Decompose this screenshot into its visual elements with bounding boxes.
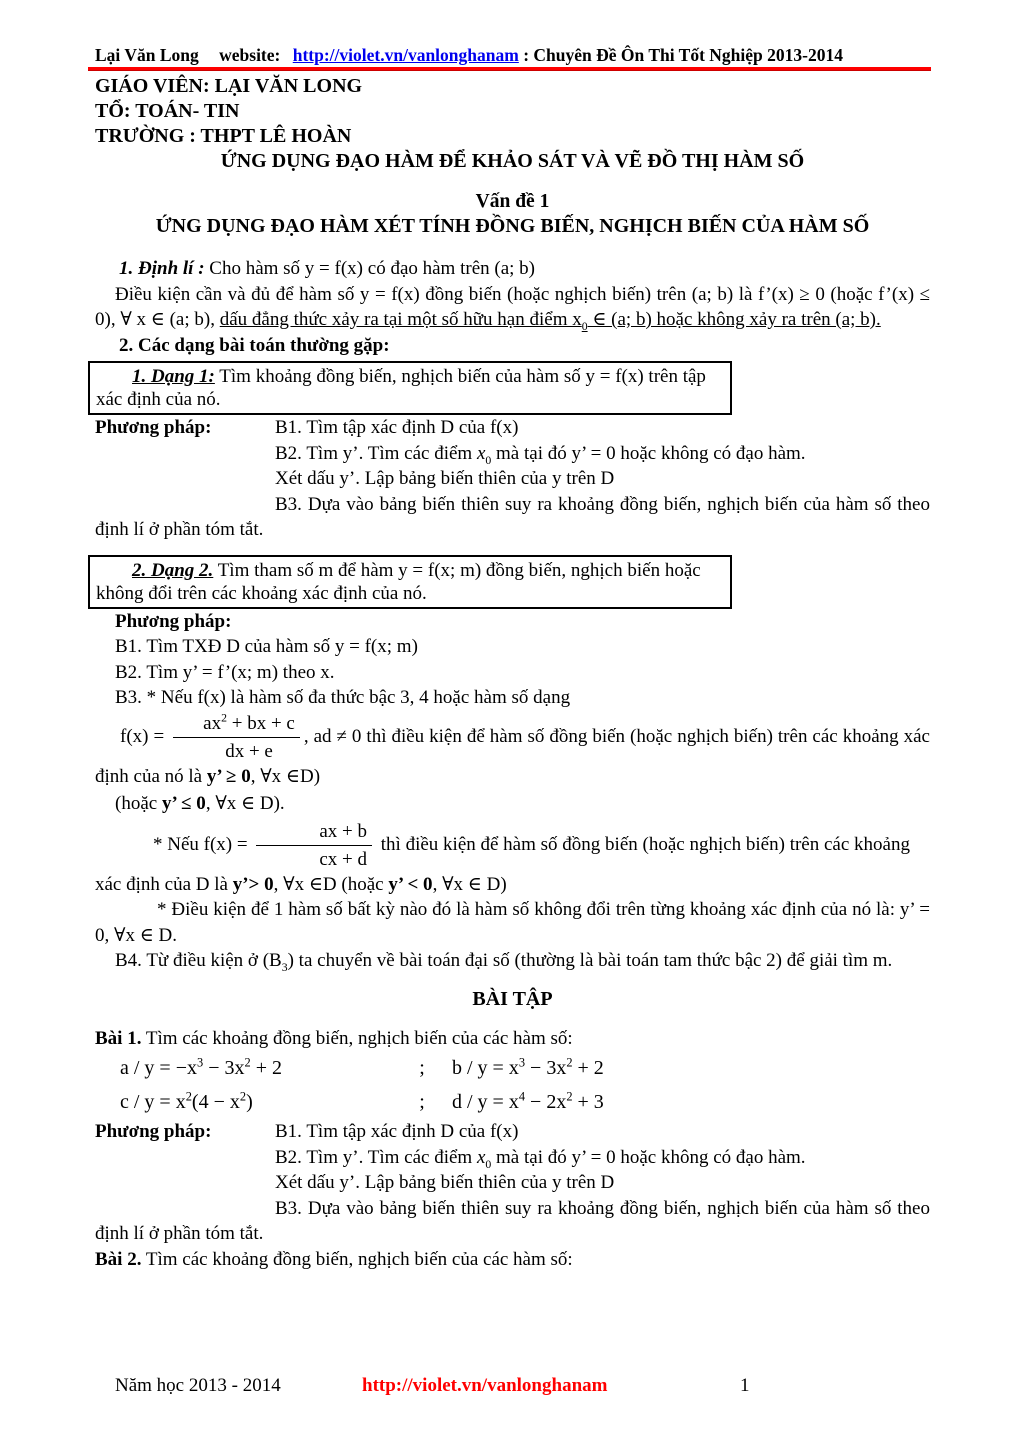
footer-school-year: Năm học 2013 - 2014 [115, 1375, 281, 1396]
method2-step-b4: B4. Từ điều kiện ở $(B_3)$ ta chuyển về bài toán đại số (thường là bài toán tam thức bậc 2) để giải tìm m. [115, 950, 893, 974]
theorem-intro: 1. Định lí : Cho hàm số y = f(x) có đạo hàm trên (a; b) [119, 258, 535, 279]
condition-alternative: (hoặc y’ ≤ 0, ∀x ∈ D). [115, 793, 285, 814]
method2-step-b2: B2. Tìm y’ = f’(x; m) theo x. [115, 661, 335, 683]
equation-a: $a / y = -x^3 - 3x^2 + 2$ [120, 1055, 282, 1079]
method1-step-b1: B1. Tìm tập xác định D của f(x) [275, 417, 519, 438]
forms-heading: 2. Các dạng bài toán thường gặp: [119, 334, 390, 356]
author-name: Lại Văn Long [95, 45, 199, 65]
exercise-2: Bài 2. Tìm các khoảng đồng biến, nghịch biến của các hàm số: [95, 1248, 573, 1270]
equation-row-1 [95, 1051, 930, 1085]
frac2-tail: thì điều kiện để hàm số đồng biến (hoặc nghịch biến) trên các khoảng xác định của D là y’> 0, ∀x ∈D (hoặc y’ < 0, ∀x ∈ D) [95, 833, 910, 895]
method2-label: Phương pháp: [115, 610, 232, 632]
header-tail: : Chuyên Đề Ôn Thi Tốt Nghiệp 2013-2014 [523, 45, 843, 65]
method3-step-b2x: Xét dấu y’. Lập bảng biến thiên của y trên D [275, 1172, 615, 1193]
equation-separator: ; [419, 1057, 425, 1079]
fraction2-numerator: ax + b [256, 819, 372, 846]
dang2-box-text: 2. Dạng 2. Tìm tham số m để hàm y = f(x; m) đồng biến, nghịch biến hoặc không đổi trên các khoảng xác định của nó. [96, 559, 701, 604]
document-title: ỨNG DỤNG ĐẠO HÀM ĐỂ KHẢO SÁT VÀ VẼ ĐỒ THỊ HÀM SỐ [220, 150, 805, 172]
red-divider-rule [88, 67, 931, 71]
exercises-section-title: BÀI TẬP [472, 987, 553, 1010]
header-website-link[interactable]: http://violet.vn/vanlonghanam [292, 45, 519, 65]
condition-rational-linear [95, 819, 930, 898]
equation-row-2 [95, 1085, 930, 1119]
website-label: website: [219, 45, 281, 65]
document-body [95, 256, 930, 1272]
footer-website-link[interactable]: http://violet.vn/vanlonghanam [362, 1375, 608, 1396]
topic-kicker: Vấn đề 1 [475, 191, 550, 212]
topic-title: ỨNG DỤNG ĐẠO HÀM XÉT TÍNH ĐỒNG BIẾN, NGHỊCH BIẾN CỦA HÀM SỐ [155, 215, 870, 237]
equation-d: $d / y = x^4 - 2x^2 + 3$ [452, 1089, 604, 1113]
method1-label: Phương pháp: [95, 417, 212, 438]
fraction1-numerator: $ax^2$ + bx + c [173, 711, 300, 738]
exercise-1: Bài 1. Tìm các khoảng đồng biến, nghịch biến của các hàm số: [95, 1027, 573, 1049]
equation-separator: ; [419, 1091, 425, 1113]
dang1-box [88, 361, 732, 415]
department-line: TỔ: TOÁN- TIN [95, 100, 240, 122]
method1-step-b2x: Xét dấu y’. Lập bảng biến thiên của y trên D [275, 468, 615, 489]
method2-step-b3: B3. * Nếu f(x) là hàm số đa thức bậc 3, 4 hoặc hàm số dạng [115, 687, 571, 708]
theorem-statement: Điều kiện cần và đủ để hàm số y = f(x) đồng biến (hoặc nghịch biến) trên (a; b) là f’(x) ≥ 0 (hoặc f’(x) ≤ 0), ∀ x ∈ (a; b), dấu đẳng thức xảy ra tại một số hữu hạn điểm $x_0$ ∈ (a; b) hoặc không xảy ra trên (a; b). [95, 283, 930, 333]
fraction1-denominator: dx + e [225, 740, 273, 762]
page-header [95, 44, 930, 66]
method3-step-b1: B1. Tìm tập xác định D của f(x) [275, 1121, 519, 1142]
method1-step-b3: B3. Dựa vào bảng biến thiên suy ra khoảng đồng biến, nghịch biến của hàm số theo định lí ở phần tóm tắt. [95, 493, 930, 540]
method1-row [95, 415, 930, 441]
fraction2-denominator: cx + d [319, 848, 368, 870]
frac1-lead: f(x) = [120, 725, 170, 747]
frac1-tail: , ad ≠ 0 thì điều kiện để hàm số đồng biến (hoặc nghịch biến) trên các khoảng xác định của nó là y’ ≥ 0, ∀x ∈D) [95, 725, 930, 787]
dang2-box [88, 555, 732, 609]
method2-step-b1: B1. Tìm TXĐ D của hàm số y = f(x; m) [115, 636, 418, 657]
dang1-box-text: 1. Dạng 1: Tìm khoảng đồng biến, nghịch biến của hàm số y = f(x) trên tập xác định của nó. [96, 366, 706, 410]
constant-function-note: * Điều kiện để 1 hàm số bất kỳ nào đó là hàm số không đổi trên từng khoảng xác định của nó là: y’ = 0, ∀x ∈ D. [95, 899, 930, 946]
fraction-ax-b-over-cx-d [256, 819, 372, 872]
method3-step-b2: B2. Tìm y’. Tìm các điểm $x_0$ mà tại đó y’ = 0 hoặc không có đạo hàm. [275, 1146, 806, 1171]
method3-step-b3: B3. Dựa vào bảng biến thiên suy ra khoảng đồng biến, nghịch biến của hàm số theo định lí ở phần tóm tắt. [95, 1197, 930, 1244]
condition-rational-quadratic [95, 711, 930, 790]
equation-c: $c / y = x^2(4 - x^2)$ [120, 1089, 253, 1113]
method1-step-b2: B2. Tìm y’. Tìm các điểm $x_0$ mà tại đó y’ = 0 hoặc không có đạo hàm. [275, 442, 806, 467]
teacher-line: GIÁO VIÊN: LẠI VĂN LONG [95, 75, 363, 97]
frac2-lead: * Nếu f(x) = [153, 833, 253, 855]
method3-label: Phương pháp: [95, 1121, 212, 1142]
equation-b: $b / y = x^3 - 3x^2 + 2$ [452, 1055, 604, 1079]
method3-row [95, 1119, 930, 1145]
school-line: TRƯỜNG : THPT LÊ HOÀN [95, 125, 352, 147]
footer-page-number: 1 [740, 1375, 750, 1396]
fraction-ax2-bx-c-over-dx-e [173, 711, 300, 764]
